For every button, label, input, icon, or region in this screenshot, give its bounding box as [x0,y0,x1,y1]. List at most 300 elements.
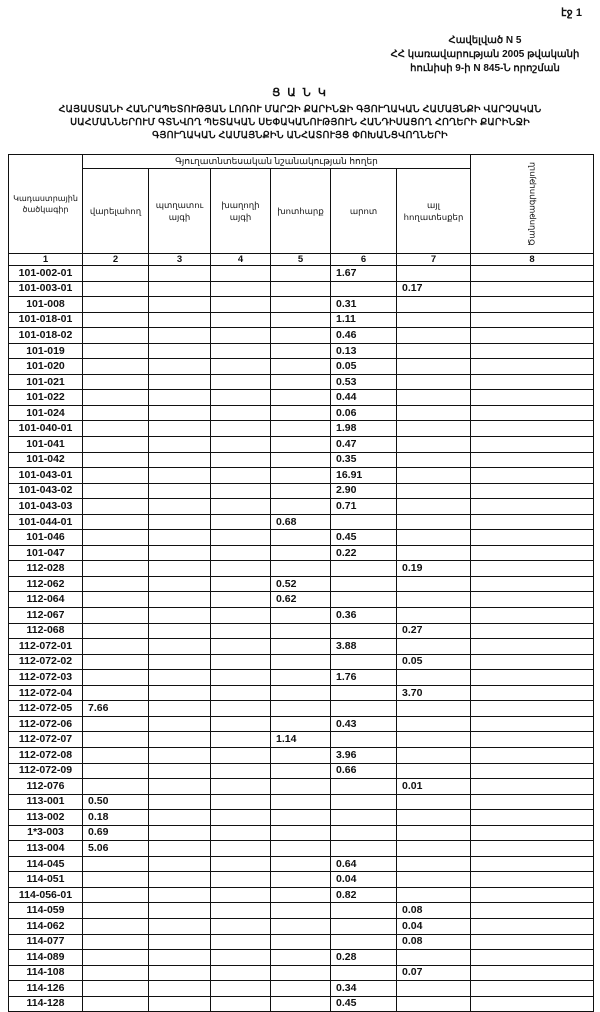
cell-vineyard [211,965,271,981]
cell-other-lands [397,328,471,344]
cell-pasture: 0.13 [331,343,397,359]
cell-other-lands [397,297,471,313]
cell-hayfield [271,841,331,857]
table-row [9,468,594,484]
cell-vineyard [211,452,271,468]
cell-hayfield [271,312,331,328]
table-body [9,266,594,1012]
cell-orchard [149,343,211,359]
cell-other-lands [397,452,471,468]
cell-hayfield [271,359,331,375]
cell-vineyard [211,779,271,795]
cell-other-lands: 0.27 [397,623,471,639]
cell-orchard [149,670,211,686]
cell-note [471,825,594,841]
cell-orchard [149,779,211,795]
cell-vineyard [211,996,271,1012]
table-row [9,328,594,344]
cell-note [471,996,594,1012]
cell-hayfield [271,281,331,297]
cell-orchard [149,592,211,608]
cell-pasture [331,810,397,826]
cell-pasture: 1.98 [331,421,397,437]
cell-arable [83,763,149,779]
cell-arable [83,779,149,795]
cell-vineyard [211,981,271,997]
cell-arable [83,732,149,748]
cell-orchard [149,421,211,437]
column-number: 5 [271,254,331,266]
table-row [9,312,594,328]
cell-hayfield [271,779,331,795]
cell-arable [83,530,149,546]
table-row [9,763,594,779]
cell-hayfield [271,483,331,499]
column-number: 3 [149,254,211,266]
cell-vineyard [211,421,271,437]
cell-cadastral-code: 101-046 [9,530,83,546]
cell-hayfield [271,654,331,670]
cell-cadastral-code: 113-002 [9,810,83,826]
cell-other-lands: 0.01 [397,779,471,795]
cell-vineyard [211,514,271,530]
cell-vineyard [211,312,271,328]
table-row [9,841,594,857]
cell-arable [83,685,149,701]
cell-cadastral-code: 112-072-05 [9,701,83,717]
cell-arable [83,452,149,468]
table-row [9,685,594,701]
header-pasture: արոտ [331,169,397,254]
cell-note [471,390,594,406]
cell-note [471,266,594,282]
cell-orchard [149,483,211,499]
document-subtitle [40,103,560,142]
cell-cadastral-code: 112-068 [9,623,83,639]
table-header [9,155,594,266]
column-number: 8 [471,254,594,266]
table-row [9,996,594,1012]
cell-pasture: 0.36 [331,608,397,624]
cell-other-lands: 0.05 [397,654,471,670]
cell-note [471,405,594,421]
subtitle-line-2: ՍԱՀՄԱՆՆԵՐՈՒՄ ԳՏՆՎՈՂ ՊԵՏԱԿԱՆ ՍԵՓԱԿԱՆՈՒԹՅՈՒՆ ՀԱՆԴԻՍԱՑՈՂ ՀՈՂԵՐԻ ՔԱՐԻՆՋԻ [70,117,530,128]
cell-vineyard [211,841,271,857]
cell-vineyard [211,685,271,701]
table-row [9,343,594,359]
cell-cadastral-code: 112-072-03 [9,670,83,686]
cell-orchard [149,810,211,826]
header-hayfield: խոտհարք [271,169,331,254]
cell-other-lands [397,312,471,328]
cell-arable [83,996,149,1012]
cell-hayfield [271,794,331,810]
cell-hayfield [271,328,331,344]
cell-cadastral-code: 114-051 [9,872,83,888]
header-vineyard: խաղողի այգի [211,169,271,254]
column-number: 6 [331,254,397,266]
cell-cadastral-code: 114-126 [9,981,83,997]
cell-hayfield [271,872,331,888]
cell-pasture [331,561,397,577]
cell-hayfield [271,934,331,950]
table-row [9,872,594,888]
cell-arable [83,965,149,981]
cell-orchard [149,639,211,655]
cell-other-lands [397,872,471,888]
cell-cadastral-code: 112-072-07 [9,732,83,748]
cell-cadastral-code: 101-043-02 [9,483,83,499]
cell-other-lands [397,732,471,748]
table-row [9,421,594,437]
cell-arable: 7.66 [83,701,149,717]
cell-arable [83,623,149,639]
cell-other-lands [397,405,471,421]
cell-arable [83,903,149,919]
cell-vineyard [211,374,271,390]
cell-cadastral-code: 1*3-003 [9,825,83,841]
cell-pasture: 0.31 [331,297,397,313]
header-note-label: Ծանոթագրություն [526,161,537,247]
cell-pasture: 0.43 [331,716,397,732]
cell-cadastral-code: 101-018-01 [9,312,83,328]
cell-orchard [149,950,211,966]
cell-pasture [331,903,397,919]
cell-arable [83,576,149,592]
cell-vineyard [211,405,271,421]
table-row [9,359,594,375]
cell-other-lands [397,794,471,810]
cell-hayfield [271,639,331,655]
cell-vineyard [211,592,271,608]
cell-vineyard [211,483,271,499]
table-row [9,608,594,624]
cell-other-lands: 0.08 [397,903,471,919]
cell-hayfield [271,437,331,453]
cell-other-lands [397,576,471,592]
cell-hayfield: 0.62 [271,592,331,608]
cell-vineyard [211,281,271,297]
cell-pasture: 0.45 [331,996,397,1012]
cell-note [471,328,594,344]
cell-orchard [149,608,211,624]
cell-note [471,981,594,997]
table-row [9,747,594,763]
cell-orchard [149,732,211,748]
cell-note [471,903,594,919]
table-row [9,654,594,670]
cell-vineyard [211,266,271,282]
table-row [9,670,594,686]
header-agricultural-lands: Գյուղատնտեսական նշանակության հողեր [83,155,471,169]
cell-other-lands [397,514,471,530]
cell-cadastral-code: 101-042 [9,452,83,468]
cell-cadastral-code: 112-064 [9,592,83,608]
cell-vineyard [211,654,271,670]
cell-other-lands [397,887,471,903]
cell-pasture: 0.34 [331,981,397,997]
cell-note [471,514,594,530]
cell-note [471,608,594,624]
cell-note [471,312,594,328]
cell-pasture: 0.46 [331,328,397,344]
cell-cadastral-code: 112-028 [9,561,83,577]
cell-pasture: 0.45 [331,530,397,546]
cell-arable [83,592,149,608]
table-row [9,405,594,421]
cell-hayfield [271,561,331,577]
cell-note [471,545,594,561]
cell-vineyard [211,670,271,686]
cell-orchard [149,468,211,484]
cell-note [471,779,594,795]
cell-note [471,934,594,950]
annex-reference [380,34,590,76]
cell-other-lands [397,841,471,857]
annex-line-3: հունիսի 9-ի N 845-Ն որոշման [410,63,560,74]
cell-orchard [149,359,211,375]
cell-hayfield [271,297,331,313]
table-row [9,576,594,592]
cell-arable [83,716,149,732]
cell-arable [83,981,149,997]
cell-orchard [149,437,211,453]
cell-pasture [331,841,397,857]
cell-arable [83,654,149,670]
cell-pasture [331,685,397,701]
cell-note [471,576,594,592]
cell-note [471,592,594,608]
table-row [9,701,594,717]
cell-hayfield [271,965,331,981]
cell-pasture: 0.22 [331,545,397,561]
cell-orchard [149,716,211,732]
cell-orchard [149,654,211,670]
cell-other-lands [397,747,471,763]
cell-pasture: 0.04 [331,872,397,888]
column-number: 4 [211,254,271,266]
cell-orchard [149,887,211,903]
cell-pasture [331,965,397,981]
cell-orchard [149,918,211,934]
table-row [9,530,594,546]
cell-arable [83,343,149,359]
table-row [9,374,594,390]
cell-other-lands: 0.04 [397,918,471,934]
cell-note [471,374,594,390]
annex-line-1: Հավելված N 5 [448,35,522,46]
cell-arable [83,312,149,328]
cell-arable [83,328,149,344]
header-other-lands: այլ հողատեսքեր [397,169,471,254]
cell-arable [83,405,149,421]
cell-cadastral-code: 112-067 [9,608,83,624]
cell-other-lands [397,825,471,841]
table-row [9,918,594,934]
cell-arable: 0.18 [83,810,149,826]
cell-other-lands [397,856,471,872]
cell-arable [83,359,149,375]
cell-arable [83,670,149,686]
cell-arable: 0.50 [83,794,149,810]
cell-orchard [149,576,211,592]
cell-hayfield [271,608,331,624]
cell-arable [83,483,149,499]
cell-hayfield [271,701,331,717]
cell-other-lands [397,437,471,453]
column-number: 2 [83,254,149,266]
cell-orchard [149,747,211,763]
cell-other-lands [397,359,471,375]
cell-pasture [331,623,397,639]
cell-hayfield [271,468,331,484]
cell-cadastral-code: 114-108 [9,965,83,981]
cell-pasture: 0.66 [331,763,397,779]
cell-pasture [331,934,397,950]
cell-note [471,468,594,484]
cell-cadastral-code: 101-008 [9,297,83,313]
cell-pasture [331,918,397,934]
cell-vineyard [211,810,271,826]
cell-orchard [149,794,211,810]
cell-arable [83,468,149,484]
cell-note [471,421,594,437]
page-number: էջ 1 [561,7,582,19]
cell-other-lands: 0.17 [397,281,471,297]
cell-other-lands [397,468,471,484]
cell-note [471,732,594,748]
cell-vineyard [211,468,271,484]
cell-arable [83,561,149,577]
cell-note [471,670,594,686]
cell-note [471,452,594,468]
cell-hayfield: 1.14 [271,732,331,748]
table-row [9,856,594,872]
cell-vineyard [211,390,271,406]
cell-pasture: 0.82 [331,887,397,903]
table-row [9,732,594,748]
cell-cadastral-code: 114-059 [9,903,83,919]
cell-note [471,794,594,810]
cell-orchard [149,981,211,997]
cell-orchard [149,452,211,468]
cell-vineyard [211,934,271,950]
cell-note [471,639,594,655]
cell-hayfield: 0.52 [271,576,331,592]
cell-arable [83,297,149,313]
cell-cadastral-code: 113-004 [9,841,83,857]
cell-arable [83,374,149,390]
cell-cadastral-code: 114-089 [9,950,83,966]
cell-cadastral-code: 101-043-03 [9,499,83,515]
cell-note [471,716,594,732]
cell-cadastral-code: 101-047 [9,545,83,561]
cell-cadastral-code: 101-018-02 [9,328,83,344]
table-row [9,965,594,981]
cell-note [471,654,594,670]
cell-arable: 0.69 [83,825,149,841]
cell-hayfield [271,810,331,826]
cell-pasture: 0.44 [331,390,397,406]
cell-other-lands [397,592,471,608]
cell-cadastral-code: 112-072-02 [9,654,83,670]
cell-note [471,763,594,779]
cell-hayfield [271,670,331,686]
table-row [9,297,594,313]
cell-vineyard [211,701,271,717]
cell-vineyard [211,437,271,453]
cell-orchard [149,530,211,546]
cell-pasture [331,825,397,841]
cell-other-lands [397,608,471,624]
cell-cadastral-code: 114-077 [9,934,83,950]
cell-other-lands [397,390,471,406]
cell-orchard [149,841,211,857]
cell-pasture [331,654,397,670]
cell-arable [83,514,149,530]
cell-hayfield [271,950,331,966]
cell-pasture: 16.91 [331,468,397,484]
cell-orchard [149,763,211,779]
cell-pasture: 1.11 [331,312,397,328]
cell-hayfield [271,716,331,732]
cell-cadastral-code: 112-072-09 [9,763,83,779]
cell-arable [83,390,149,406]
cell-cadastral-code: 101-003-01 [9,281,83,297]
cell-vineyard [211,747,271,763]
cell-vineyard [211,639,271,655]
cell-cadastral-code: 113-001 [9,794,83,810]
cell-cadastral-code: 112-062 [9,576,83,592]
cell-cadastral-code: 114-062 [9,918,83,934]
cell-vineyard [211,530,271,546]
cell-pasture [331,281,397,297]
cell-hayfield [271,421,331,437]
cell-hayfield [271,903,331,919]
cell-arable [83,608,149,624]
cell-hayfield [271,763,331,779]
cell-cadastral-code: 112-076 [9,779,83,795]
table-row [9,514,594,530]
cell-note [471,701,594,717]
cell-note [471,747,594,763]
cell-orchard [149,281,211,297]
table-row [9,825,594,841]
cell-other-lands [397,266,471,282]
cell-arable [83,266,149,282]
cell-hayfield [271,266,331,282]
table-row [9,452,594,468]
table-row [9,437,594,453]
table-row [9,561,594,577]
cell-vineyard [211,825,271,841]
cell-orchard [149,405,211,421]
cell-vineyard [211,872,271,888]
table-row [9,794,594,810]
header-note [471,155,594,254]
cell-other-lands: 0.08 [397,934,471,950]
cell-hayfield [271,918,331,934]
cell-arable [83,639,149,655]
cell-note [471,530,594,546]
table-row [9,810,594,826]
table-row [9,981,594,997]
cell-pasture: 0.06 [331,405,397,421]
cell-hayfield [271,623,331,639]
cell-vineyard [211,856,271,872]
cell-note [471,810,594,826]
cell-pasture [331,514,397,530]
